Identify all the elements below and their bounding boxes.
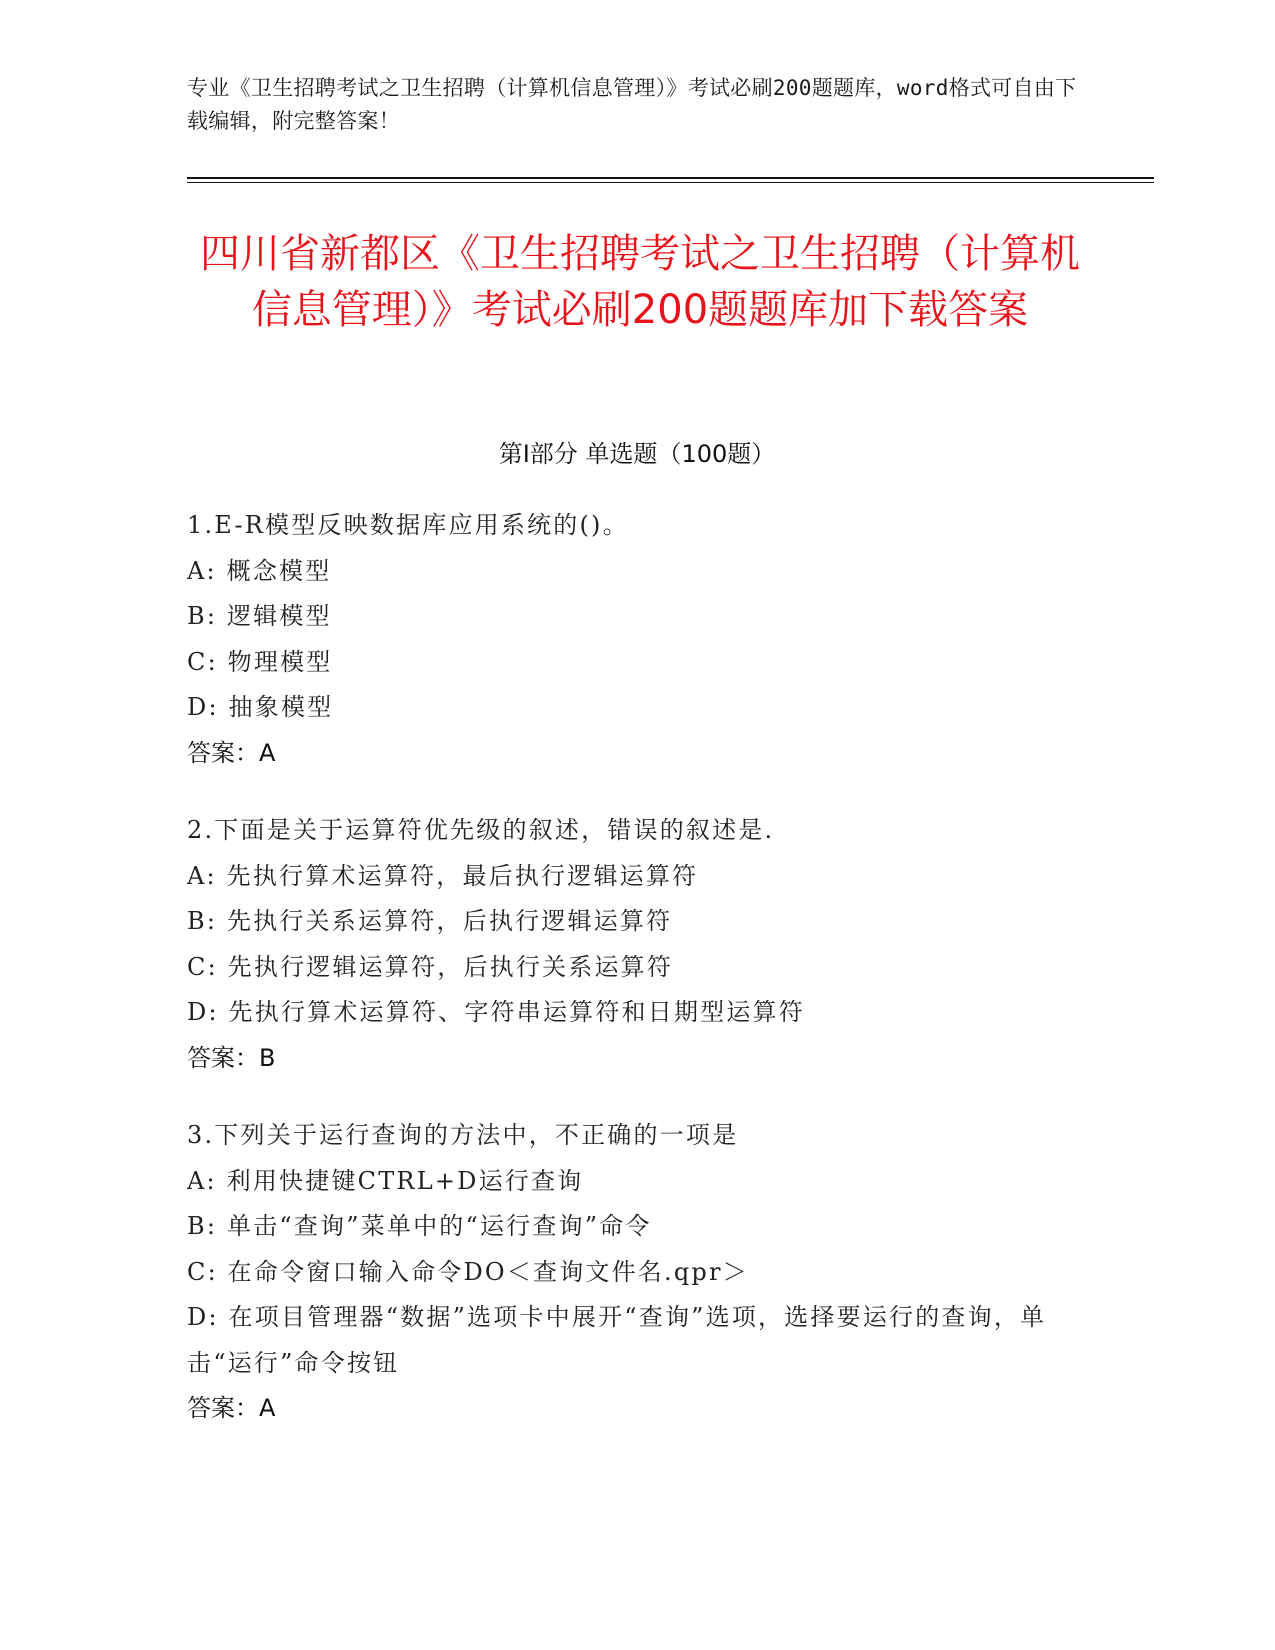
- question-1: [187, 503, 1087, 776]
- question-2: [187, 808, 1087, 1081]
- question-stem: 3.下列关于运行查询的方法中，不正确的一项是: [187, 1121, 739, 1149]
- option-b: B: 先执行关系运算符，后执行逻辑运算符: [187, 907, 673, 935]
- option-a: A: 利用快捷键CTRL+D运行查询: [187, 1166, 584, 1195]
- question-stem: 1.E-R模型反映数据库应用系统的()。: [187, 511, 629, 539]
- option-d: D: 先执行算术运算符、字符串运算符和日期型运算符: [187, 998, 805, 1026]
- option-c: C: 物理模型: [187, 647, 333, 676]
- option-b: B: 逻辑模型: [187, 602, 332, 630]
- option-a: A: 概念模型: [187, 556, 332, 585]
- header-divider-thin: [187, 182, 1154, 183]
- document-title: 四川省新都区《卫生招聘考试之卫生招聘（计算机信息管理）》考试必刷200题题库加下载答案: [200, 231, 1080, 333]
- answer: 答案：B: [187, 1043, 276, 1072]
- option-a: A: 先执行算术运算符，最后执行逻辑运算符: [187, 861, 699, 890]
- header-divider-thick: [187, 177, 1154, 179]
- option-d: D: 抽象模型: [187, 693, 334, 721]
- question-3: [187, 1113, 1087, 1432]
- answer: 答案：A: [187, 1394, 276, 1422]
- header-note: 专业《卫生招聘考试之卫生招聘（计算机信息管理）》考试必刷200题题库，word格式可自由下载编辑，附完整答案！: [187, 76, 1077, 133]
- option-b: B: 单击“查询”菜单中的“运行查询”命令: [187, 1212, 652, 1240]
- answer: 答案：A: [187, 738, 276, 767]
- option-d: D: 在项目管理器“数据”选项卡中展开“查询”选项，选择要运行的查询，单击“运行”命令按钮: [187, 1303, 1047, 1377]
- option-c: C: 在命令窗口输入命令DO＜查询文件名.qpr＞: [187, 1257, 749, 1286]
- section-heading: 第Ⅰ部分 单选题（100题）: [498, 440, 776, 468]
- question-stem: 2.下面是关于运算符优先级的叙述，错误的叙述是.: [187, 816, 775, 844]
- option-c: C: 先执行逻辑运算符，后执行关系运算符: [187, 952, 674, 981]
